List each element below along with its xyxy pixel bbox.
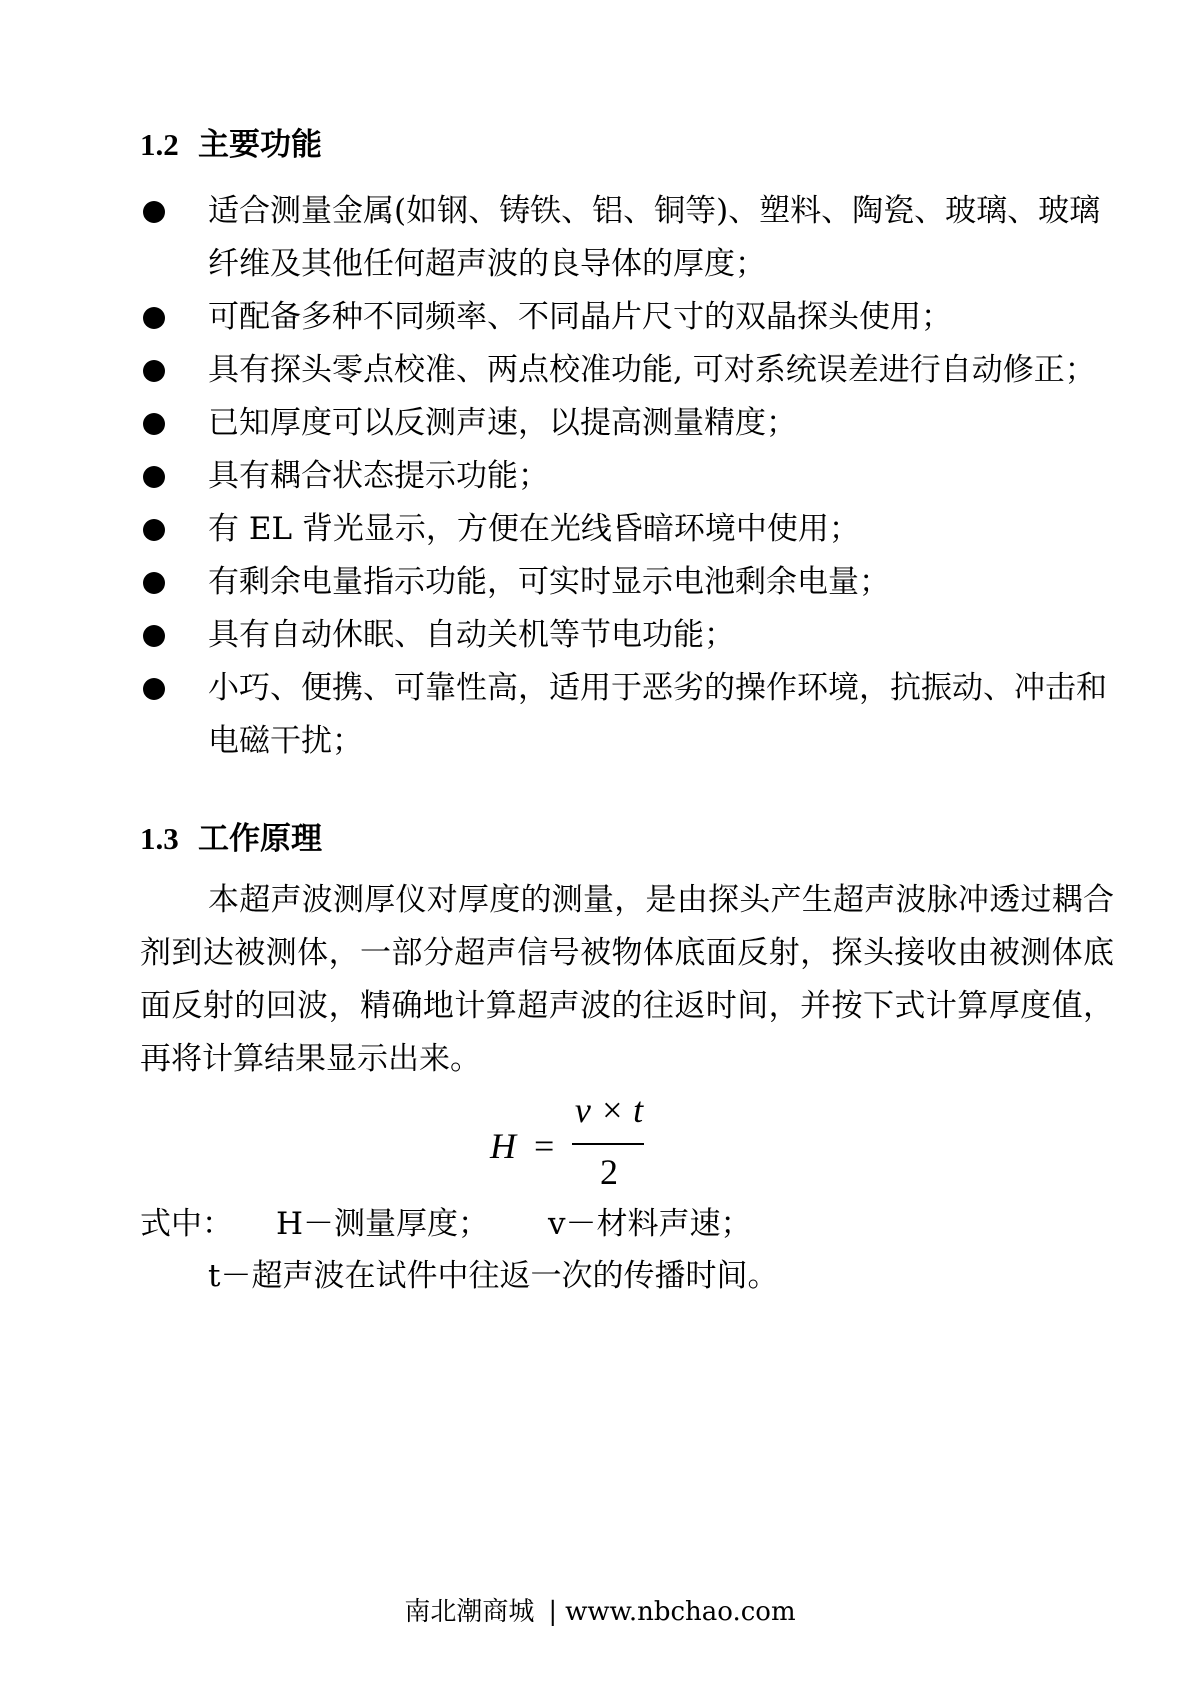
list-item-text: 已知厚度可以反测声速，以提高测量精度；: [208, 405, 797, 441]
formula-lhs: H: [490, 1126, 516, 1166]
bullet-icon: [143, 466, 165, 488]
list-item: [140, 503, 1120, 556]
page-footer: [0, 1595, 1200, 1629]
list-item: [140, 662, 1120, 768]
list-item-text: 有 EL 背光显示，方便在光线昏暗环境中使用；: [208, 511, 860, 547]
bullet-icon: [143, 519, 165, 541]
list-item: [140, 344, 1120, 397]
bullet-icon: [143, 413, 165, 435]
list-item: [140, 291, 1120, 344]
bullet-icon: [143, 201, 165, 223]
formula-equals: =: [534, 1126, 555, 1166]
list-item: [140, 556, 1120, 609]
section-number: 1.3: [140, 821, 179, 856]
footer-site-name: 南北潮商城: [404, 1597, 535, 1627]
footer-url[interactable]: www.nbchao.com: [565, 1597, 796, 1627]
section-heading-1-2: [140, 125, 322, 165]
bullet-icon: [143, 572, 165, 594]
footer-separator: |: [548, 1597, 558, 1627]
list-item-text: 有剩余电量指示功能，可实时显示电池剩余电量；: [208, 564, 890, 600]
section-title: 工作原理: [198, 821, 322, 856]
bullet-icon: [143, 625, 165, 647]
where-label: 式中：: [140, 1206, 233, 1242]
list-item: [140, 609, 1120, 662]
fraction-bar: [572, 1143, 644, 1145]
list-item-text: 具有耦合状态提示功能；: [208, 458, 549, 494]
list-item-text: 可配备多种不同频率、不同晶片尺寸的双晶探头使用；: [208, 299, 952, 335]
where-item-h: H－测量厚度；: [276, 1206, 490, 1242]
bullet-icon: [143, 307, 165, 329]
section-title: 主要功能: [198, 127, 322, 162]
formula-numerator: v × t: [574, 1090, 644, 1130]
section-heading-1-3: [140, 819, 322, 859]
where-item-v: v－材料声速；: [548, 1206, 752, 1242]
list-item-text: 具有探头零点校准、两点校准功能, 可对系统误差进行自动修正；: [208, 352, 1096, 388]
bullet-icon: [143, 678, 165, 700]
section-number: 1.2: [140, 127, 179, 162]
list-item-text: 具有自动休眠、自动关机等节电功能；: [208, 617, 735, 653]
list-item-text: 适合测量金属(如钢、铸铁、铝、铜等)、塑料、陶瓷、玻璃、玻璃纤维及其他任何超声波的良导体的厚度；: [208, 193, 1101, 282]
list-item: [140, 450, 1120, 503]
list-item: [140, 397, 1120, 450]
list-item: [140, 185, 1120, 291]
formula-denominator: 2: [600, 1152, 618, 1192]
thickness-formula: [490, 1090, 650, 1194]
where-item-t: t－超声波在试件中往返一次的传播时间。: [208, 1258, 779, 1294]
feature-list: [140, 185, 1120, 768]
bullet-icon: [143, 360, 165, 382]
principle-paragraph: 本超声波测厚仪对厚度的测量，是由探头产生超声波脉冲透过耦合剂到达被测体，一部分超声信号被物体底面反射，探头接收由被测体底面反射的回波，精确地计算超声波的往返时间，并按下式计算厚度值，再将计算结果显示出来。: [140, 882, 1114, 1077]
list-item-text: 小巧、便携、可靠性高，适用于恶劣的操作环境，抗振动、冲击和电磁干扰；: [208, 670, 1107, 759]
